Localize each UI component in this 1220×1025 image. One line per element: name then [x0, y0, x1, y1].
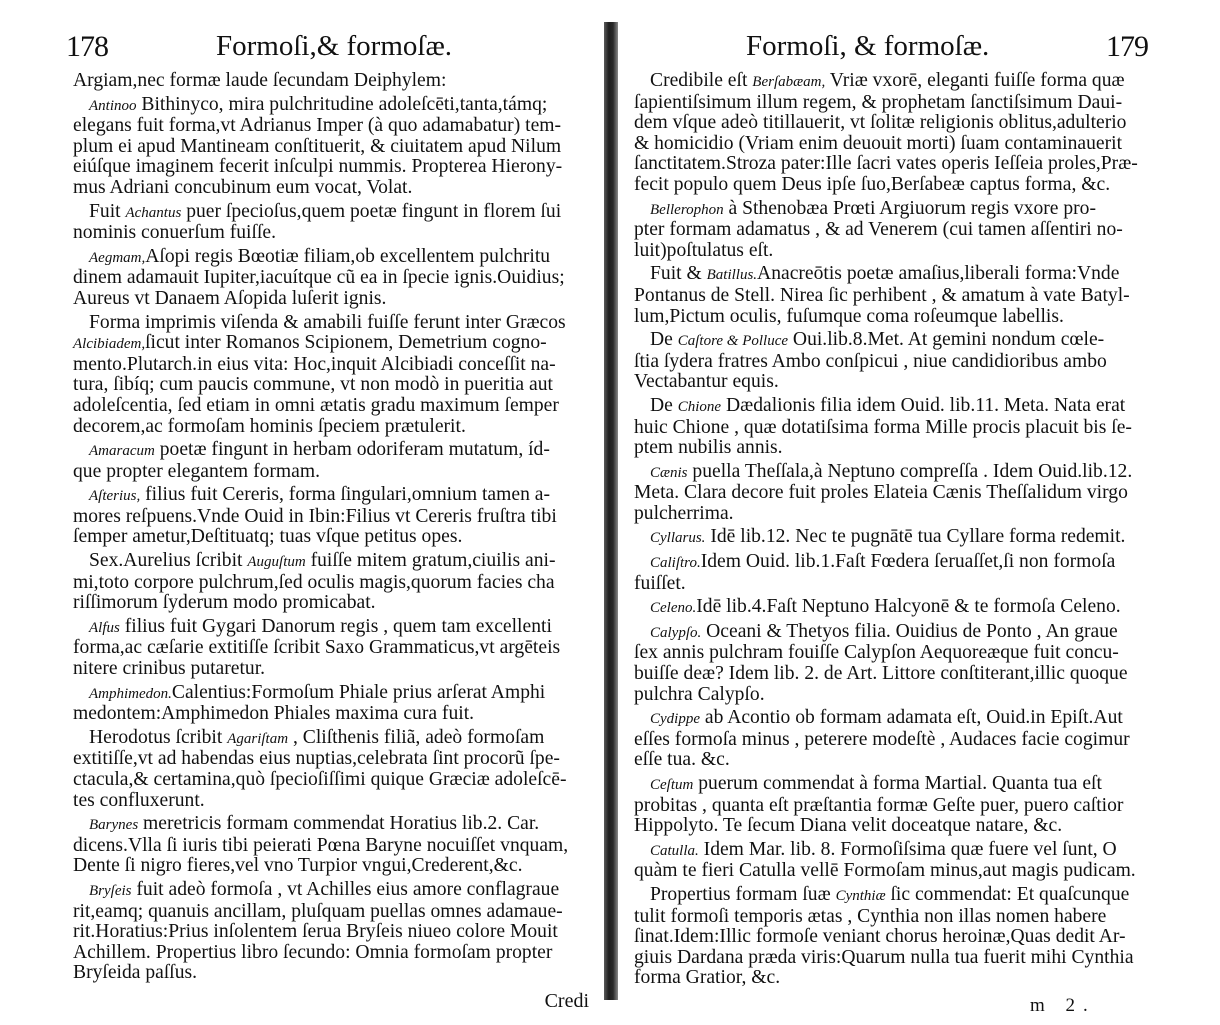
- entry-paragraph: [73, 683, 589, 725]
- text-line: [634, 597, 1154, 619]
- text-line: [634, 796, 1154, 817]
- line-text: Dente ſi nigro fieres,vel vno Turpior vngui,Crederent,&c.: [73, 855, 523, 877]
- text-line: [73, 836, 589, 857]
- text-line: [73, 355, 589, 376]
- text-line: [634, 483, 1154, 504]
- text-line: [73, 902, 589, 923]
- line-text: eiúſque imaginem fecerit inſculpi nummis. Propterea Hierony-: [73, 156, 563, 178]
- left-page-body: [73, 71, 589, 984]
- line-text: mento.Plutarch.in eius vita: Hoc,inquit Alcibiadi conceſſit na-: [73, 353, 556, 375]
- right-page-body: [634, 71, 1154, 989]
- text-line: [73, 704, 589, 725]
- line-text: ſemper ametur,Deſtituatq; tuas vſque petitus opes.: [73, 526, 463, 548]
- line-text: filius fuit Gygari Danorum regis , quem tam excellenti: [119, 615, 552, 637]
- line-text: forma,ac cæſarie extitiſſe ſcribit Saxo Grammaticus,vt argēteis: [73, 637, 561, 659]
- entry-name: Barynes: [89, 817, 139, 834]
- entry-name: Ceſtum: [650, 777, 694, 793]
- entry-name: Calypſo.: [650, 624, 702, 641]
- line-text: ſex annis pulchram fouiſſe Calypſon Aequoreæque fuit concu-: [634, 642, 1119, 664]
- text-line: [634, 93, 1154, 114]
- line-text: Argiam,nec formæ laude ſecundam Deiphylem:: [73, 70, 447, 91]
- entry-name: Amphimedon.: [89, 685, 172, 702]
- text-line: [73, 71, 589, 92]
- line-text: Meta. Clara decore fuit proles Elateia Cænis Theſſalidum virgo: [634, 482, 1128, 504]
- text-line: [73, 202, 589, 224]
- text-line: [634, 927, 1154, 948]
- text-line: [73, 289, 589, 310]
- line-text: Idē lib.4.Faſt Neptuno Halcyonē & te formoſa Celeno.: [696, 596, 1121, 618]
- line-prefix: Fuit &: [650, 263, 707, 285]
- entry-name: Cænis: [650, 464, 688, 481]
- text-line: [73, 791, 589, 812]
- entry-paragraph: [73, 95, 589, 199]
- entry-paragraph: [634, 552, 1154, 594]
- line-text: ſicut inter Romanos Scipionem, Demetrium cogno-: [145, 332, 547, 354]
- text-line: [73, 116, 589, 137]
- line-text: tes confluxerunt.: [73, 789, 205, 811]
- line-text: puerum commendat à forma Martial. Quanta tua eſt: [693, 773, 1102, 794]
- line-text: dem vſque adeò titillauerit, vt ſolitæ religionis oblitus,adulterio: [634, 112, 1127, 134]
- text-line: [73, 507, 589, 528]
- entry-paragraph: [634, 885, 1154, 989]
- entry-name: Batillus.: [706, 267, 758, 284]
- text-line: [73, 527, 589, 548]
- text-line: [73, 462, 589, 483]
- entry-name: Cydippe: [650, 711, 700, 728]
- text-line: [73, 617, 589, 639]
- line-text: ſinat.Idem:Illic formoſe veniant chorus heroinæ,Quas dedit Ar-: [634, 926, 1126, 948]
- line-text: quàm te fieri Catulla vellē Formoſam minus,aut magis pudicam.: [634, 860, 1136, 882]
- text-line: [634, 907, 1154, 928]
- entry-name: Achantus: [125, 204, 182, 221]
- running-title: Formoſi,& formoſæ.: [216, 30, 453, 62]
- text-line: [634, 504, 1154, 525]
- text-line: [634, 372, 1154, 393]
- line-text: filius fuit Cereris, forma ſingulari,omnium tamen a-: [140, 484, 550, 506]
- text-line: [634, 552, 1154, 574]
- entry-paragraph: [73, 880, 589, 984]
- text-line: [73, 728, 589, 750]
- text-line: [73, 659, 589, 680]
- page-number: 179: [1106, 30, 1148, 63]
- text-line: [634, 199, 1154, 221]
- text-line: [634, 948, 1154, 969]
- entry-paragraph: [634, 396, 1154, 459]
- text-line: [634, 330, 1154, 352]
- text-line: [73, 814, 589, 836]
- text-line: [73, 375, 589, 396]
- left-page-footer: [0, 990, 589, 1020]
- entry-name: Aſterius,: [89, 488, 141, 505]
- text-line: [73, 749, 589, 770]
- text-line: [73, 137, 589, 158]
- line-text: fuit adeò formoſa , vt Achilles eius amore conflagraue: [131, 878, 560, 900]
- book-gutter: [604, 22, 618, 1000]
- entry-name: Aegmam,: [89, 249, 146, 266]
- line-text: Idem Ouid. lib.1.Faſt Fœdera ſeruaſſet,ſi non formoſa: [700, 551, 1116, 573]
- line-text: huic Chione , quæ dotatiſsima forma Mille procis placuit bis ſe-: [634, 416, 1132, 438]
- line-text: Anacreōtis poetæ amaſius,liberali forma:Vnde: [757, 263, 1120, 285]
- line-text: pulcherrima.: [634, 502, 734, 524]
- entry-name: Bellerophon: [650, 201, 724, 218]
- entry-paragraph: [634, 199, 1154, 262]
- line-text: ſtia ſydera fratres Ambo conſpicui , niue candidioribus ambo: [634, 350, 1107, 372]
- text-line: [634, 840, 1154, 862]
- line-text: ſic commendat: Et quaſcunque: [885, 883, 1130, 905]
- text-line: [634, 574, 1154, 595]
- text-line: [73, 95, 589, 117]
- left-page-header: [66, 30, 586, 70]
- text-line: [73, 440, 589, 462]
- text-line: [73, 856, 589, 877]
- entry-name: Auguſtum: [247, 554, 306, 571]
- line-text: poetæ fingunt in herbam odoriferam mutatum, íd-: [154, 439, 550, 461]
- text-line: [634, 352, 1154, 373]
- line-prefix: Herodotus ſcribit: [89, 726, 228, 748]
- line-text: elegans fuit forma,vt Adrianus Imper (à quo adamabatur) tem-: [73, 115, 562, 137]
- catchword: Credi: [544, 989, 589, 1012]
- line-text: Bryſeida paſſus.: [73, 962, 198, 984]
- line-text: nitere crinibus putaretur.: [73, 658, 266, 680]
- line-text: probitas , quanta eſt præſtantia formæ Geſte puer, puero caſtior: [634, 794, 1124, 816]
- text-line: [634, 241, 1154, 262]
- text-line: [634, 307, 1154, 328]
- text-line: [634, 750, 1154, 771]
- entry-paragraph: [73, 247, 589, 310]
- text-line: [73, 396, 589, 417]
- line-text: tulit formoſi temporis ætas , Cynthia non illas nomen habere: [634, 905, 1107, 927]
- text-line: [634, 708, 1154, 730]
- line-prefix: De: [650, 329, 678, 351]
- line-text: Oui.lib.8.Met. At gemini nondum cœle-: [788, 329, 1105, 351]
- line-text: medontem:Amphimedon Phiales maxima cura fuit.: [73, 703, 475, 725]
- entry-paragraph: [634, 527, 1154, 549]
- entry-paragraph: [73, 551, 589, 614]
- line-text: Oceani & Thetyos filia. Ouidius de Ponto , An graue: [701, 620, 1118, 642]
- text-line: [634, 861, 1154, 882]
- line-text: Vriæ vxorē, eleganti fuiſſe forma quæ: [825, 70, 1125, 91]
- entry-paragraph: [634, 330, 1154, 393]
- line-text: pulchra Calypſo.: [634, 683, 765, 705]
- line-text: puer ſpecioſus,quem poetæ fingunt in florem ſui: [181, 200, 562, 222]
- line-text: rit,eamq; quanuis ancillam, pluſquam puellas omnes adamaue-: [73, 900, 563, 922]
- text-line: [634, 134, 1154, 155]
- text-line: [73, 333, 589, 355]
- line-prefix: Credibile eſt: [650, 70, 753, 91]
- text-line: [634, 816, 1154, 837]
- text-line: [73, 485, 589, 507]
- line-text: adoleſcentia, ſed etiam in omni ætatis gradu maximum ſemper: [73, 394, 559, 416]
- line-text: Idē lib.12. Nec te pugnātē tua Cyllare forma redemit.: [705, 526, 1126, 548]
- text-line: [73, 268, 589, 289]
- entry-paragraph: [634, 708, 1154, 771]
- line-text: forma Gratior, &c.: [634, 967, 781, 989]
- line-text: nominis conuerſum fuiſſe.: [73, 222, 276, 244]
- entry-name: Cyllarus.: [650, 530, 706, 547]
- line-text: luit)poſtulatus eſt.: [634, 239, 774, 261]
- right-page: [624, 0, 1220, 1025]
- line-text: fuiſſet.: [634, 572, 686, 594]
- text-line: [634, 396, 1154, 418]
- text-line: [634, 968, 1154, 989]
- text-line: [634, 664, 1154, 685]
- text-line: [634, 154, 1154, 175]
- text-line: [73, 313, 589, 334]
- entry-name: Berſabæam,: [752, 74, 826, 90]
- text-line: [634, 685, 1154, 706]
- entry-name: Alfus: [89, 619, 120, 636]
- text-line: [634, 175, 1154, 196]
- line-text: eſſe tua. &c.: [634, 749, 730, 771]
- line-text: fecit populo quem Deus ipſe ſuo,Berſabeæ captus forma, &c.: [634, 173, 1111, 195]
- entry-paragraph: [73, 728, 589, 811]
- line-text: Calentius:Formoſum Phiale prius arſerat Amphi: [171, 681, 546, 703]
- line-text: Dædalionis filia idem Ouid. lib.11. Meta. Nata erat: [721, 394, 1126, 416]
- line-text: Vectabantur equis.: [634, 371, 779, 393]
- entry-paragraph: [73, 617, 589, 680]
- entry-paragraph: [634, 597, 1154, 619]
- text-line: [73, 943, 589, 964]
- text-line: [73, 247, 589, 269]
- text-line: [634, 71, 1154, 93]
- entry-paragraph: [634, 264, 1154, 327]
- line-text: ptem nubilis annis.: [634, 437, 783, 459]
- text-line: [634, 643, 1154, 664]
- text-line: [73, 770, 589, 791]
- text-line: [73, 573, 589, 594]
- text-line: [73, 223, 589, 244]
- entry-paragraph: [73, 814, 589, 877]
- text-line: [73, 638, 589, 659]
- text-line: [634, 438, 1154, 459]
- line-text: Idem Mar. lib. 8. Formoſiſsima quæ fuere vel ſunt, O: [698, 838, 1117, 860]
- line-text: Aſopi regis Bœotiæ filiam,ob excellentem pulchritu: [145, 245, 551, 267]
- text-line: [73, 178, 589, 199]
- text-line: [634, 113, 1154, 134]
- line-prefix: Fuit: [89, 200, 126, 222]
- entry-paragraph: [634, 840, 1154, 882]
- entry-paragraph: [634, 462, 1154, 525]
- line-text: eſſes formoſa minus , peterere modeſtè , Audaces facie cogimur: [634, 728, 1130, 750]
- line-text: plum ei apud Mantineam conſtituerit, & ciuitatem apud Nilum: [73, 135, 562, 157]
- text-line: [634, 286, 1154, 307]
- entry-name: Bryſeis: [89, 882, 132, 899]
- running-title: Formoſi, & formoſæ.: [746, 30, 990, 62]
- line-text: mi,toto corpore pulchrum,ſed oculis magis,quorum facies cha: [73, 571, 555, 593]
- line-text: Hippolyto. Te ſecum Diana velit doceatque natare, &c.: [634, 815, 1063, 837]
- page-number: 178: [66, 30, 108, 63]
- text-line: [634, 418, 1154, 439]
- line-text: Pontanus de Stell. Nirea ſic perhibent , & amatum à vate Batyl-: [634, 284, 1130, 306]
- line-prefix: De: [650, 394, 678, 416]
- line-text: ctacula,& certamina,quò ſpecioſiſſimi quique Græciæ adoleſcē-: [73, 769, 567, 790]
- entry-paragraph: [634, 71, 1154, 196]
- text-line: [634, 264, 1154, 286]
- entry-paragraph: [73, 440, 589, 482]
- entry-name: Cynthiæ: [835, 887, 886, 904]
- line-text: lum,Pictum oculis, fuſumque coma roſeumque labellis.: [634, 305, 1064, 327]
- line-text: , Cliſthenis filiã, adeò formoſam: [288, 726, 545, 748]
- entry-name: Antinoo: [89, 97, 137, 114]
- text-line: [73, 880, 589, 902]
- entry-paragraph: [73, 313, 589, 438]
- entry-name: Agariſtam: [227, 730, 289, 747]
- signature-mark: m 2.: [1030, 994, 1096, 1016]
- line-prefix: Sex.Aurelius ſcribit: [89, 550, 248, 572]
- line-text: mores reſpuens.Vnde Ouid in Ibin:Filius vt Cereris fruſtra tibi: [73, 505, 557, 527]
- text-line: [73, 683, 589, 705]
- right-page-footer: [624, 995, 1154, 1025]
- entry-name: Chione: [677, 398, 722, 415]
- text-line: [634, 730, 1154, 751]
- line-text: riſſimorum ſyderum modo promicabat.: [73, 592, 376, 614]
- line-text: & homicidio (Vriam enim deuouit morti) ſuam contaminauerit: [634, 132, 1123, 154]
- line-text: ab Acontio ob formam adamata eſt, Ouid.in Epiſt.Aut: [700, 707, 1123, 729]
- text-line: [73, 551, 589, 573]
- entry-name: Catulla.: [650, 842, 699, 859]
- line-text: giuis Dardana præda viris:Quarum nulla tua fuerit mihi Cynthia: [634, 946, 1134, 968]
- line-text: dicens.Vlla ſi iuris tibi peierati Pœna Baryne nocuiſſet vnquam,: [73, 834, 569, 856]
- left-page: [0, 0, 600, 1020]
- entry-paragraph: [634, 774, 1154, 837]
- line-text: meretricis formam commendat Horatius lib.2. Car.: [138, 813, 540, 835]
- text-line: [73, 963, 589, 984]
- text-line: [634, 527, 1154, 549]
- text-line: [634, 622, 1154, 644]
- text-line: [73, 157, 589, 178]
- line-text: decorem,ac formoſam hominis ſpeciem prætulerit.: [73, 415, 466, 437]
- line-text: ſanctitatem.Stroza pater:Ille ſacri vates operis Ieſſeia proles,Præ-: [634, 153, 1138, 175]
- line-text: que propter elegantem formam.: [73, 460, 320, 482]
- line-text: ſapientiſsimum illum regem, & prophetam ſanctiſsimum Daui-: [634, 91, 1123, 113]
- line-text: Forma imprimis viſenda & amabili fuiſſe ferunt inter Græcos: [89, 311, 566, 333]
- line-text: puella Theſſala,à Neptuno compreſſa . Idem Ouid.lib.12.: [687, 460, 1133, 482]
- line-text: fuiſſe mitem gratum,ciuilis ani-: [305, 550, 556, 572]
- entry-name: Caliſtro.: [650, 555, 701, 572]
- entry-name: Alcibiadem,: [73, 336, 146, 353]
- text-line: [634, 885, 1154, 907]
- line-text: mus Adriani concubinum eum vocat, Volat.: [73, 176, 413, 198]
- entry-name: Celeno.: [650, 600, 697, 617]
- entry-paragraph: [73, 485, 589, 548]
- text-line: [73, 417, 589, 438]
- line-text: dinem adamauit Iupiter,iacuítque cũ ea in ſpecie ignis.Ouidius;: [73, 267, 565, 289]
- text-line: [634, 774, 1154, 796]
- line-text: rit.Horatius:Prius inſolentem ſerua Bryſeis niueo colore Mouit: [73, 921, 558, 943]
- line-text: pter formam adamatus , & ad Venerem (cui tamen aſſentiri no-: [634, 219, 1123, 241]
- line-text: Aureus vt Danaem Aſopida luſerit ignis.: [73, 287, 387, 309]
- line-text: à Sthenobæa Prœti Argiuorum regis vxore pro-: [723, 197, 1097, 219]
- entry-paragraph: [73, 202, 589, 244]
- line-prefix: Propertius formam ſuæ: [650, 883, 836, 905]
- entry-paragraph: [634, 622, 1154, 705]
- entry-name: Amaracum: [89, 443, 155, 460]
- line-text: tura, ſibíq; cum paucis commune, vt non modò in pueritia aut: [73, 374, 553, 396]
- entry-name: Caſtore & Polluce: [677, 333, 789, 350]
- line-text: extitiſſe,vt ad habendas eius nuptias,celebrata ſint procorũ ſpe-: [73, 748, 560, 770]
- text-line: [73, 593, 589, 614]
- line-text: buiſſe deæ? Idem lib. 2. de Art. Littore conſtiterant,illic quoque: [634, 663, 1128, 685]
- entry-paragraph: [73, 71, 589, 92]
- text-line: [73, 922, 589, 943]
- text-line: [634, 220, 1154, 241]
- right-page-header: [630, 30, 1150, 70]
- line-text: Achillem. Propertius libro ſecundo: Omnia formoſam propter: [73, 941, 553, 963]
- line-text: Bithinyco, mira pulchritudine adoleſcēti,tanta,támq;: [136, 93, 548, 115]
- text-line: [634, 462, 1154, 484]
